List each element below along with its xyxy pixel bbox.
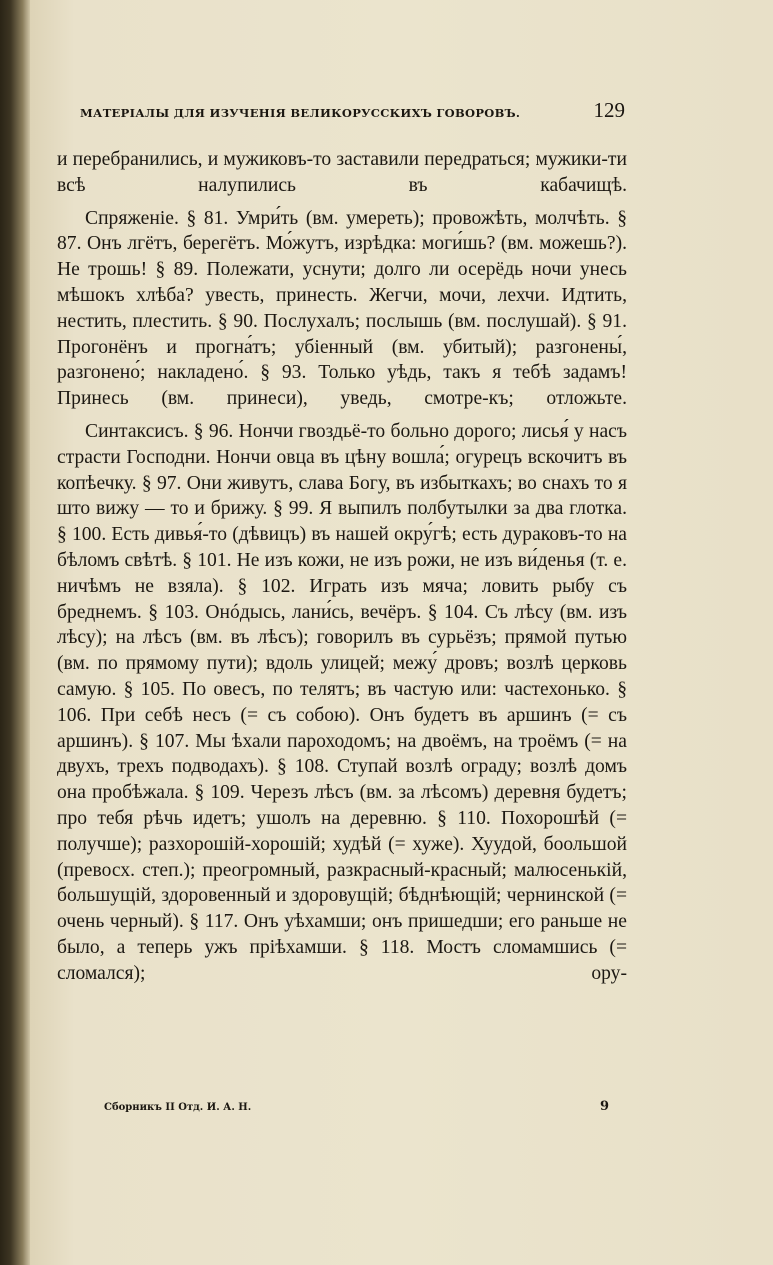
book-binding-gutter [0, 0, 30, 1265]
paragraph-syntax: Синтаксисъ. § 96. Нончи гвоздьё-то больно дорого; лисья́ у насъ страсти Господни. Нончи овца въ цѣну вошла́; огурецъ вскочитъ въ копѣечку. § 97. Они живутъ, слава Богу, въ избыткахъ; во снахъ то я што вижу — то и брижу. § 99. Я выпилъ полбутылки за два глотка. § 100. Есть дивья́-то (дѣвицъ) въ нашей окру́гѣ; есть дураковъ-то на бѣломъ свѣтѣ. § 101. Не изъ кожи, не изъ рожи, не изъ ви́денья (т. е. ничѣмъ не взяла). § 102. Играть изъ мяча; ловить рыбу съ бреднемъ. § 103. Онóдысь, лани́сь, вечёръ. § 104. Съ лѣсу (вм. изъ лѣсу); на лѣсъ (вм. въ лѣсъ); говорилъ въ сурьёзъ; прямой путью (вм. по прямому пути); вдоль улицей; межу́ дровъ; возлѣ церковь самую. § 105. По овесъ, по телятъ; въ частую или: частехонько. § 106. При себѣ несъ (= съ собою). Онъ будетъ въ аршинъ (= съ аршинъ). § 107. Мы ѣхали пароходомъ; на двоёмъ, на троёмъ (= на двухъ, трехъ подводахъ). § 108. Ступай возлѣ ограду; возлѣ домъ она пробѣжала. § 109. Черезъ лѣсъ (вм. за лѣсомъ) деревня будетъ; про тебя рѣчь идетъ; ушолъ на деревню. § 110. Похорошѣй (= получше); разхорошій-хорошій; худѣй (= хуже). Хуудой, боольшой (превосх. степ.); преогромный, разкрасный-красный; малюсенькій, большущій, здоровенный и здоровущій; бѣднѣющій; чернинской (= очень черный). § 117. Онъ уѣхамши; онъ пришедши; его раньше не было, а теперь ужъ пріѣхамши. § 118. Мостъ сломамшись (= сломался); ору- [57, 420, 627, 984]
signature-number: 9 [599, 1099, 609, 1114]
paragraph-conjugation: Спряженіе. § 81. Умри́ть (вм. умереть); провожѣть, молчѣть. § 87. Онъ лгётъ, берегётъ. Мо́жутъ, изрѣдка: моги́шь? (вм. можешь?). Не трошь! § 89. Полежати, уснути; долго ли осерёдь ночи унесь мѣшокъ хлѣба? увесть, принесть. Жегчи, мочи, лехчи. Идтить, нестить, плестить. § 90. Послухалъ; послышь (вм. послушай). § 91. Прогонёнъ и прогна́тъ; убіенный (вм. убитый); разгонены́, разгонено́; накладено́. § 93. Только уѣдь, такъ я тебѣ задамъ! Принесь (вм. принеси), уведь, смотре-къ; отложьте. [57, 207, 627, 410]
signature-mark: Сборникъ II Отд. И. А. Н. [104, 1102, 252, 1113]
page-body [57, 147, 627, 994]
running-title: МАТЕРІАЛЫ ДЛЯ ИЗУЧЕНІЯ ВЕЛИКОРУССКИХЪ ГОВОРОВЪ. [80, 106, 521, 120]
page-footer [104, 1099, 609, 1121]
paragraph-continuation: и перебранились, и мужиковъ-то заставили передраться; мужики-ти всѣ налупились въ кабачищѣ. [57, 149, 627, 196]
page-number: 129 [593, 98, 625, 122]
running-header [80, 98, 625, 128]
